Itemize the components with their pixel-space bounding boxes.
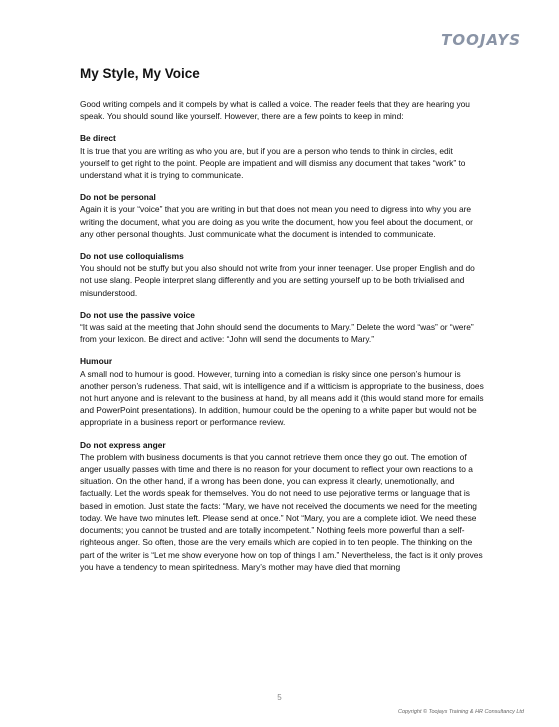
document-body	[80, 98, 484, 583]
section-heading: Do not express anger	[80, 439, 166, 450]
section-not-personal	[80, 191, 484, 240]
section-humour	[80, 355, 484, 428]
section-passive-voice	[80, 309, 484, 346]
section-be-direct	[80, 132, 484, 181]
copyright-footer: Copyright © Toojays Training & HR Consultancy Ltd	[397, 709, 524, 715]
section-body: It is true that you are writing as who you are, but if you are a person who tends to think in circles, edit yourself to get right to the point. People are impatient and will dismiss any document that takes “work” to understand what it is trying to communicate.	[80, 145, 466, 181]
section-body: A small nod to humour is good. However, turning into a comedian is risky since one person’s humour is another person’s rudeness. That said, wit is intelligence and if a witticism is appropriate to the business, does not hurt anyone and is relevant to the business at hand, by all means add it (this would stand more for emails and PowerPoint presentations). In addition, humour could be the opening to a white paper but would not be appropriate in a business report or performance review.	[80, 368, 484, 428]
section-body: You should not be stuffy but you also should not write from your inner teenager. Use proper English and do not use slang. People interpret slang differently and you are setting yourself up to be both trivialised and misunderstood.	[80, 263, 475, 298]
section-heading: Do not use colloquialisms	[80, 251, 184, 262]
section-colloquialisms	[80, 250, 484, 299]
intro-paragraph: Good writing compels and it compels by what is called a voice. The reader feels that they are hearing you speak. You should sound like yourself. However, there are a few points to keep in mind:	[80, 99, 470, 122]
page-number: 5	[277, 693, 282, 702]
section-body: “It was said at the meeting that John should send the documents to Mary.” Delete the word “was” or “were” from your lexicon. Be direct and active: “John will send the documents to Mary.”	[80, 322, 474, 345]
section-body: Again it is your “voice” that you are writing in but that does not mean you need to digress into why you are writing the document, what you are doing as you write the document, how you feel about the document, or any other personal thoughts. Just communicate what the document is intended to communicate.	[80, 204, 473, 239]
brand-logo: TOOJAYS	[441, 31, 521, 49]
section-anger	[80, 439, 484, 573]
section-heading: Humour	[80, 356, 113, 367]
section-heading: Do not use the passive voice	[80, 309, 195, 320]
page-title: My Style, My Voice	[80, 66, 200, 81]
section-heading: Be direct	[80, 133, 116, 144]
section-heading: Do not be personal	[80, 192, 156, 203]
section-body: The problem with business documents is that you cannot retrieve them once they go out. The emotion of anger usually passes with time and there is no reason for your document to reflect your own reactions to a situation. On the other hand, if a wrong has been done, you can express it clearly, unemotionally, and factually. Let the words speak for themselves. You do not need to use pejorative terms or language that is based in emotion. Just state the facts: “Mary, we have not received the documents we need for the meeting today. We have two minutes left. Please send at once.” Not “Mary, you are a complete idiot. We need these documents; you cannot be trusted and are totally incompetent.” Nothing feels more powerful than a self-righteous anger. So often, those are the very emails which are copied in to ten people. The thinking on the part of the writer is “Let me show everyone how on top of things I am.” Nevertheless, the fact is it only proves you have a tendency to mean spiritedness. Mary’s mother may have died that morning	[80, 451, 483, 572]
